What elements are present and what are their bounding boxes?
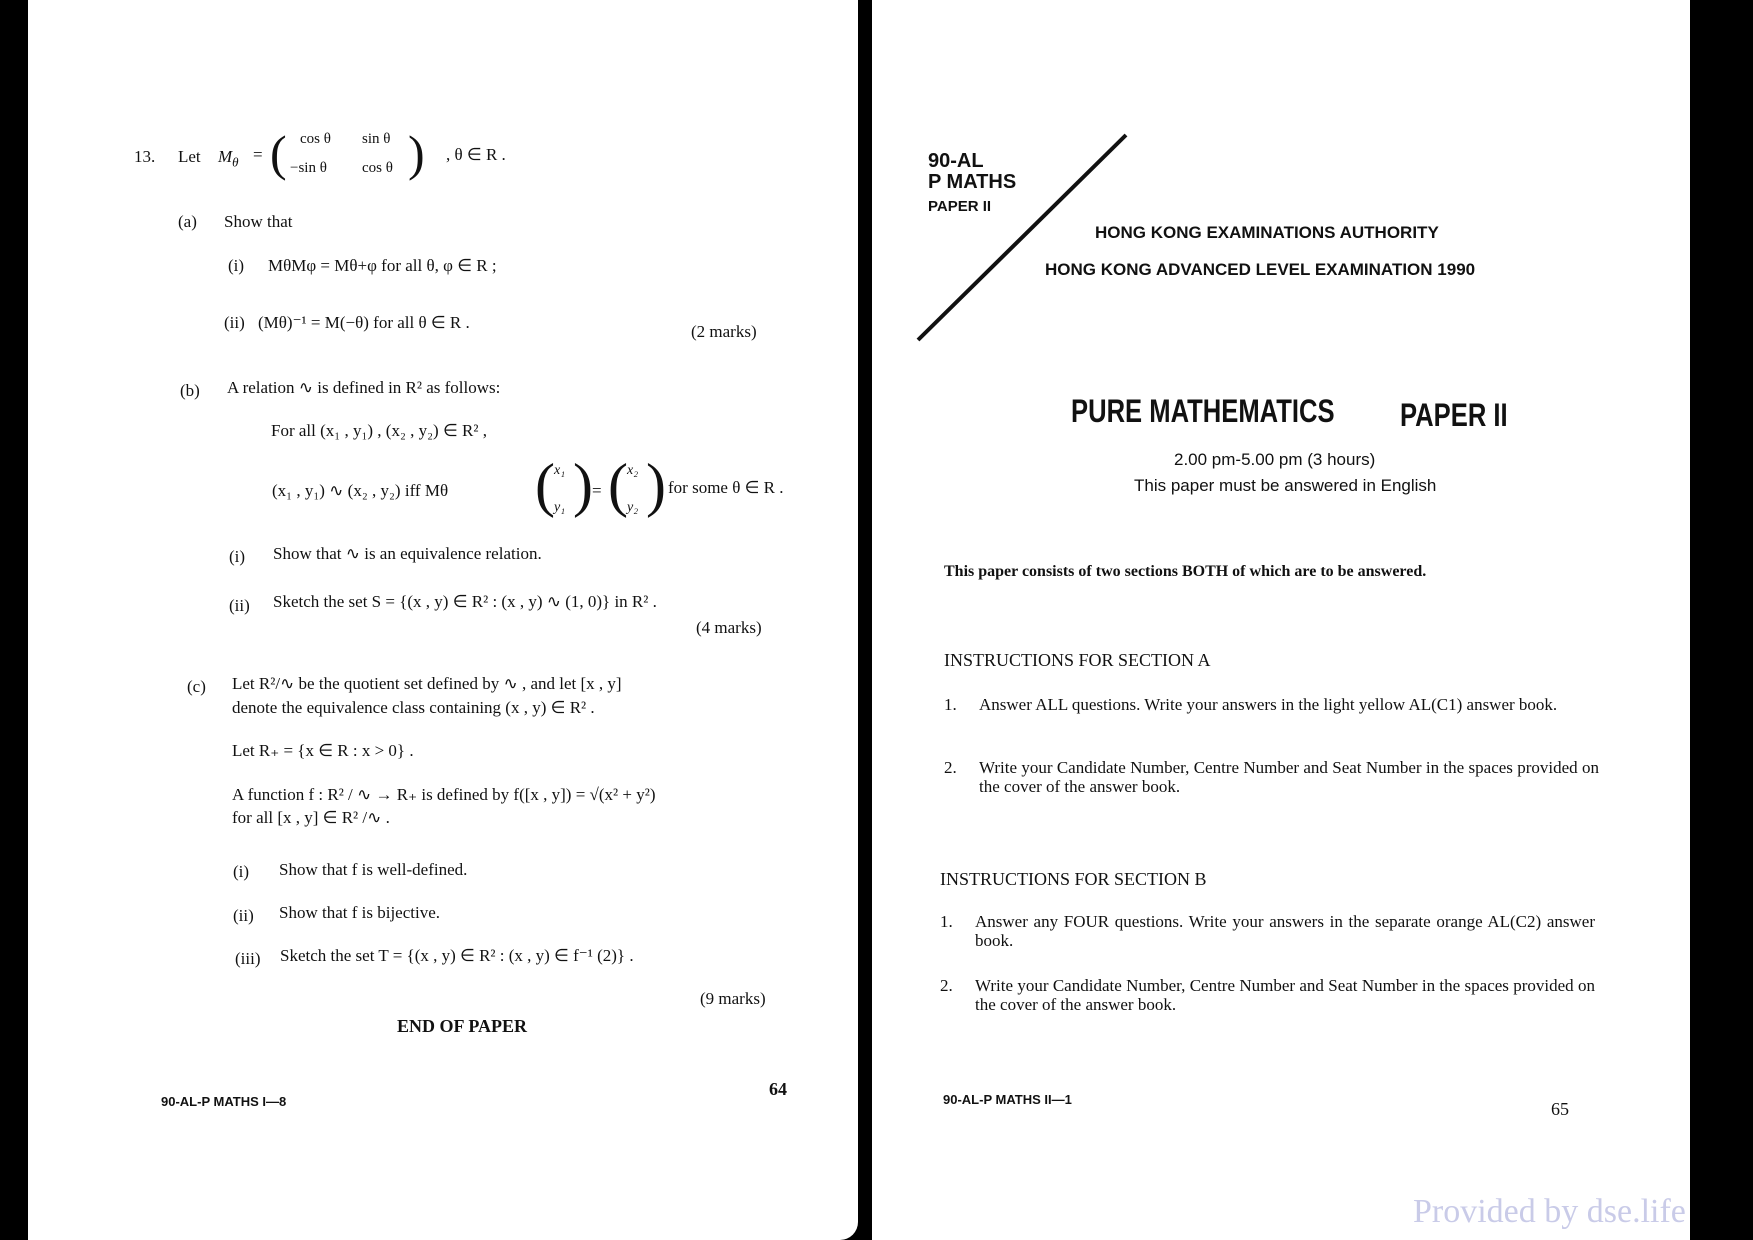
exam-title: HONG KONG ADVANCED LEVEL EXAMINATION 1990 [1045,260,1476,279]
part-b-relation-left: (x₁ , y₁) ∿ (x₂ , y₂) iff Mθ [272,481,449,500]
section-b-item-number: 1. [940,912,953,931]
part-b-label: (b) [180,381,200,400]
section-a-item-number: 2. [944,758,957,777]
vector-cell: x₂ [627,463,639,478]
consists-note: This paper consists of two sections BOTH of which are to be answered. [944,563,1427,580]
matrix-cell: −sin θ [290,160,327,176]
left-page [28,0,858,1240]
question-number: 13. [134,147,156,166]
matrix-cell: cos θ [362,160,393,176]
part-c-line3: Let R₊ = {x ∈ R : x > 0} . [232,741,414,760]
vector-right-bracket: ) [646,452,666,518]
matrix-cell: cos θ [300,131,331,147]
question-let: Let [178,147,201,166]
part-b-ii-label: (ii) [229,596,250,615]
part-b-marks: (4 marks) [696,618,762,637]
vector-right-bracket: ) [573,452,593,518]
section-a-heading: INSTRUCTIONS FOR SECTION A [944,650,1211,670]
part-c-ii-label: (ii) [233,906,254,925]
title-pure-mathematics: PURE MATHEMATICS [1071,393,1335,429]
language-note: This paper must be answered in English [1134,476,1437,495]
part-c-ii-text: Show that f is bijective. [279,903,441,922]
vector-cell: y₁ [554,500,566,515]
vector-cell: x₁ [554,463,566,478]
section-a-item-number: 1. [944,695,957,714]
part-c-i-text: Show that f is well-defined. [279,860,468,879]
part-c-i-label: (i) [233,862,250,881]
paper-code-3: PAPER II [928,198,992,215]
theta-domain: , θ ∈ R . [446,145,506,164]
matrix-right-bracket: ) [408,125,425,181]
part-c-line2: denote the equivalence class containing (x , y) ∈ R² . [232,698,595,717]
part-b-i-label: (i) [229,547,246,566]
authority-title: HONG KONG EXAMINATIONS AUTHORITY [1095,223,1439,242]
section-b-heading: INSTRUCTIONS FOR SECTION B [940,869,1207,889]
part-a-i-label: (i) [228,256,245,275]
matrix-symbol: $M_\theta$ [218,147,239,170]
right-page-number: 65 [1551,1099,1569,1119]
part-a-text: Show that [224,212,293,231]
left-footer-code: 90-AL-P MATHS I—8 [161,1094,287,1109]
part-b-forall: For all (x₁ , y₁) , (x₂ , y₂) ∈ R² , [271,421,487,440]
matrix-left-bracket: ( [270,125,287,181]
section-b-item-number: 2. [940,976,953,995]
part-c-line1: Let R²/∿ be the quotient set defined by ∿ , and let [x , y] [232,674,622,693]
paper-code-2: P MATHS [928,171,1017,193]
equals-sign: = [592,481,602,500]
title-paper-ii: PAPER II [1400,397,1508,433]
vector-left-bracket: ( [608,452,628,518]
section-a-item-text: Answer ALL questions. Write your answers in the light yellow AL(C1) answer book. [979,695,1558,714]
part-c-label: (c) [187,677,206,696]
watermark: Provided by dse.life [1413,1193,1686,1230]
right-footer-code: 90-AL-P MATHS II—1 [943,1092,1072,1107]
section-a-item-text: Write your Candidate Number, Centre Number and Seat Number in the spaces provided on the cover of the answer book. [979,758,1599,796]
part-a-ii-label: (ii) [224,313,245,332]
section-b-item-text: Write your Candidate Number, Centre Number and Seat Number in the spaces provided on the cover of the answer book. [975,976,1595,1014]
part-b-relation-right: for some θ ∈ R . [668,478,784,497]
part-b-i-text: Show that ∿ is an equivalence relation. [273,544,542,563]
section-b-item-text: Answer any FOUR questions. Write your answers in the separate orange AL(C2) answer book. [975,912,1595,950]
right-page [872,0,1690,1240]
equals-sign: = [253,145,263,164]
vector-left-bracket: ( [535,452,555,518]
part-c-line4: A function f : R² / ∿ → R₊ is defined by f([x , y]) = √(x² + y²) [232,785,656,804]
part-a-i-text: MθMφ = Mθ+φ for all θ, φ ∈ R ; [268,256,497,275]
exam-time: 2.00 pm-5.00 pm (3 hours) [1174,450,1376,469]
part-a-ii-text: (Mθ)⁻¹ = M(−θ) for all θ ∈ R . [258,313,470,332]
part-b-text: A relation ∿ is defined in R² as follows: [227,378,501,397]
part-a-label: (a) [178,212,197,231]
vector-cell: y₂ [627,500,639,515]
end-of-paper: END OF PAPER [397,1016,527,1036]
part-a-marks: (2 marks) [691,322,757,341]
paper-code-1: 90-AL [928,150,984,172]
part-b-ii-text: Sketch the set S = {(x , y) ∈ R² : (x , y) ∿ (1, 0)} in R² . [273,592,657,611]
matrix-cell: sin θ [362,131,391,147]
part-c-marks: (9 marks) [700,989,766,1008]
part-c-iii-text: Sketch the set T = {(x , y) ∈ R² : (x , y) ∈ f⁻¹ (2)} . [280,946,634,965]
part-c-iii-label: (iii) [235,949,261,968]
part-c-line5: for all [x , y] ∈ R² /∿ . [232,808,390,827]
left-page-number: 64 [769,1079,787,1099]
